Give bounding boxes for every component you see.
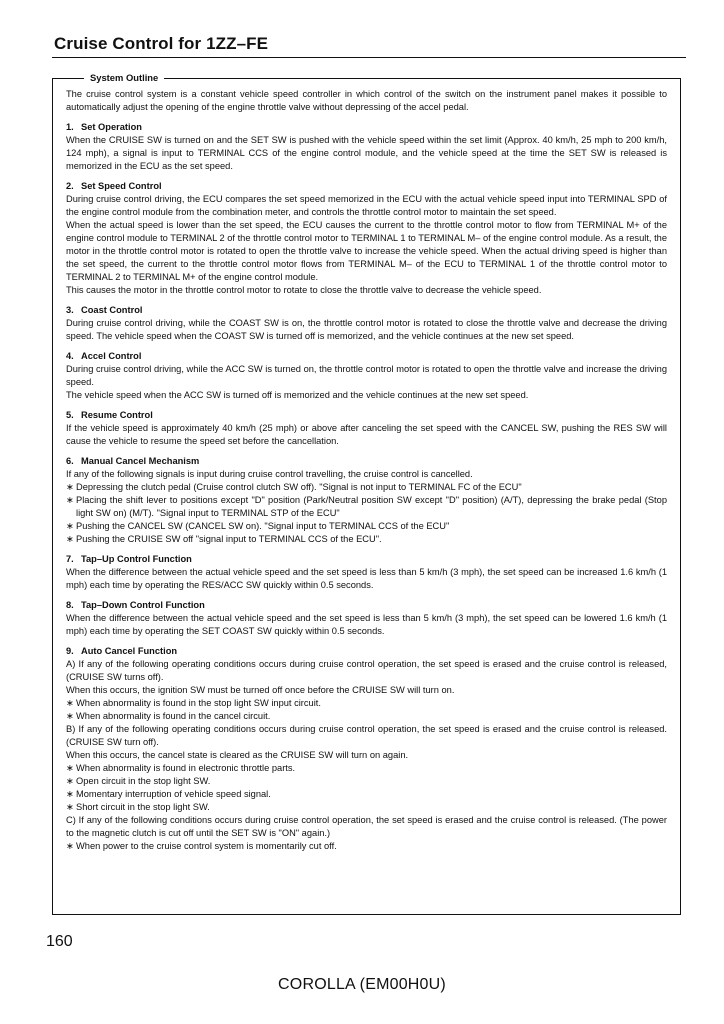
section-heading <box>66 645 667 658</box>
bullet-item: ∗ Depressing the clutch pedal (Cruise control clutch SW off). "Signal is not input to TERMINAL FC of the ECU" <box>66 481 667 494</box>
section-4 <box>66 350 667 402</box>
intro-section <box>66 88 667 114</box>
section-6 <box>66 455 667 546</box>
page-title: Cruise Control for 1ZZ–FE <box>54 34 269 53</box>
paragraph: If any of the following signals is input during cruise control travelling, the cruise control is cancelled. <box>66 469 473 479</box>
section-number: 7. <box>66 554 74 564</box>
section-number: 5. <box>66 410 74 420</box>
section-9 <box>66 645 667 853</box>
paragraph: During cruise control driving, the ECU compares the set speed memorized in the ECU with the actual vehicle speed input into TERMINAL SPD of the engine control module from the combination meter, and controls the throttle control motor to maintain the set speed. <box>66 194 667 217</box>
section-heading <box>66 409 667 422</box>
paragraph: When the difference between the actual vehicle speed and the set speed is less than 5 km/h (3 mph), the set speed can be increased 1.6 km/h (1 mph) each time by operating the RES/ACC SW quickly within 0.5 seconds. <box>66 567 667 590</box>
paragraph: When the difference between the actual vehicle speed and the set speed is less than 5 km/h (3 mph), the set speed can be lowered 1.6 km/h (1 mph) each time by operating the SET COAST SW quickly within 0.5 seconds. <box>66 613 667 636</box>
section-heading <box>66 121 667 134</box>
section-5 <box>66 409 667 448</box>
paragraph: C) If any of the following conditions occurs during cruise control operation, the set speed is erased and the cruise control is released. (The power to the magnetic clutch is cut off until the SET SW is "ON" again.) <box>66 815 667 838</box>
section-heading <box>66 180 667 193</box>
paragraph: The vehicle speed when the ACC SW is turned off is memorized and the vehicle continues at the new set speed. <box>66 390 529 400</box>
section-8 <box>66 599 667 638</box>
title-underline <box>52 57 686 58</box>
system-outline-content <box>66 88 667 853</box>
section-heading <box>66 350 667 363</box>
paragraph: During cruise control driving, while the ACC SW is turned on, the throttle control motor is rotated to open the throttle valve and increase the driving speed. <box>66 364 667 387</box>
section-number: 2. <box>66 181 74 191</box>
section-title: Tap–Up Control Function <box>81 554 192 564</box>
paragraph: During cruise control driving, while the COAST SW is on, the throttle control motor is rotated to close the throttle valve and decrease the driving speed. The vehicle speed when the COAST SW is turned off is memorized, and the vehicle continues at the new set speed. <box>66 318 667 341</box>
section-2 <box>66 180 667 297</box>
system-outline-label: System Outline <box>84 71 164 85</box>
section-heading <box>66 304 667 317</box>
section-number: 8. <box>66 600 74 610</box>
intro-paragraph: The cruise control system is a constant vehicle speed controller in which control of the switch on the instrument panel makes it possible to automatically adjust the opening of the engine throttle valve without depressing of the accel pedal. <box>66 89 667 112</box>
section-title: Set Operation <box>81 122 142 132</box>
paragraph: B) If any of the following operating conditions occurs during cruise control operation, the set speed is erased and the cruise control is released. (CRUISE SW turn off). <box>66 724 667 747</box>
bullet-item: ∗ Open circuit in the stop light SW. <box>66 775 667 788</box>
section-title: Auto Cancel Function <box>81 646 178 656</box>
bullet-item: ∗ Pushing the CANCEL SW (CANCEL SW on). "Signal input to TERMINAL CCS of the ECU" <box>66 520 667 533</box>
section-7 <box>66 553 667 592</box>
paragraph: When the actual speed is lower than the set speed, the ECU causes the current to the throttle control motor to flow from TERMINAL M+ of the engine control module to TERMINAL 2 of the throttle control motor to TERMINAL 1 to TERMINAL M– of the engine control module. As a result, the motor in the throttle control motor is rotated to open the throttle valve to increase the vehicle speed. When the actual driving speed is higher than the set speed, the current to the throttle control motor flows from TERMINAL M– of the ECU to TERMINAL 1 of the throttle control motor to TERMINAL 2 to TERMINAL M+ of the engine control module. <box>66 220 667 282</box>
section-heading <box>66 599 667 612</box>
bullet-item: ∗ Short circuit in the stop light SW. <box>66 801 667 814</box>
section-number: 9. <box>66 646 74 656</box>
bullet-item: ∗ When power to the cruise control system is momentarily cut off. <box>66 840 667 853</box>
bullet-item: ∗ Pushing the CRUISE SW off "signal input to TERMINAL CCS of the ECU". <box>66 533 667 546</box>
section-number: 4. <box>66 351 74 361</box>
bullet-item: ∗ When abnormality is found in the stop light SW input circuit. <box>66 697 667 710</box>
bullet-item: ∗ When abnormality is found in the cancel circuit. <box>66 710 667 723</box>
section-heading <box>66 553 667 566</box>
paragraph: This causes the motor in the throttle control motor to rotate to close the throttle valve to decrease the vehicle speed. <box>66 285 542 295</box>
section-title: Coast Control <box>81 305 143 315</box>
section-title: Set Speed Control <box>81 181 162 191</box>
bullet-item: ∗ When abnormality is found in electronic throttle parts. <box>66 762 667 775</box>
paragraph: If the vehicle speed is approximately 40 km/h (25 mph) or above after canceling the set speed with the CANCEL SW, pushing the RES SW will cause the vehicle to resume the speed set before the cancellation. <box>66 423 667 446</box>
section-1 <box>66 121 667 173</box>
paragraph: A) If any of the following operating conditions occurs during cruise control operation, the set speed is erased and the cruise control is released, (CRUISE SW turns off). <box>66 659 667 682</box>
section-number: 3. <box>66 305 74 315</box>
section-3 <box>66 304 667 343</box>
section-title: Accel Control <box>81 351 142 361</box>
bullet-item: ∗ Placing the shift lever to positions except "D" position (Park/Neutral position SW except "D" position) (A/T), depressing the brake pedal (Stop light SW on) (M/T). "Signal input to TERMINAL STP of the ECU" <box>66 494 667 520</box>
section-title: Resume Control <box>81 410 153 420</box>
section-title: Manual Cancel Mechanism <box>81 456 200 466</box>
paragraph: When this occurs, the ignition SW must be turned off once before the CRUISE SW will turn on. <box>66 685 455 695</box>
paragraph: When the CRUISE SW is turned on and the SET SW is pushed with the vehicle speed within the set limit (Approx. 40 km/h, 25 mph to 200 km/h, 124 mph), a signal is input to TERMINAL CCS of the engine control module, and the vehicle speed at the time the SET SW is released is memorized in the ECU as the set speed. <box>66 135 667 171</box>
paragraph: When this occurs, the cancel state is cleared as the CRUISE SW will turn on again. <box>66 750 409 760</box>
section-number: 1. <box>66 122 74 132</box>
bullet-item: ∗ Momentary interruption of vehicle speed signal. <box>66 788 667 801</box>
model-footer: COROLLA (EM00H0U) <box>278 976 446 993</box>
section-heading <box>66 455 667 468</box>
page-number: 160 <box>46 933 73 950</box>
section-number: 6. <box>66 456 74 466</box>
section-title: Tap–Down Control Function <box>81 600 205 610</box>
